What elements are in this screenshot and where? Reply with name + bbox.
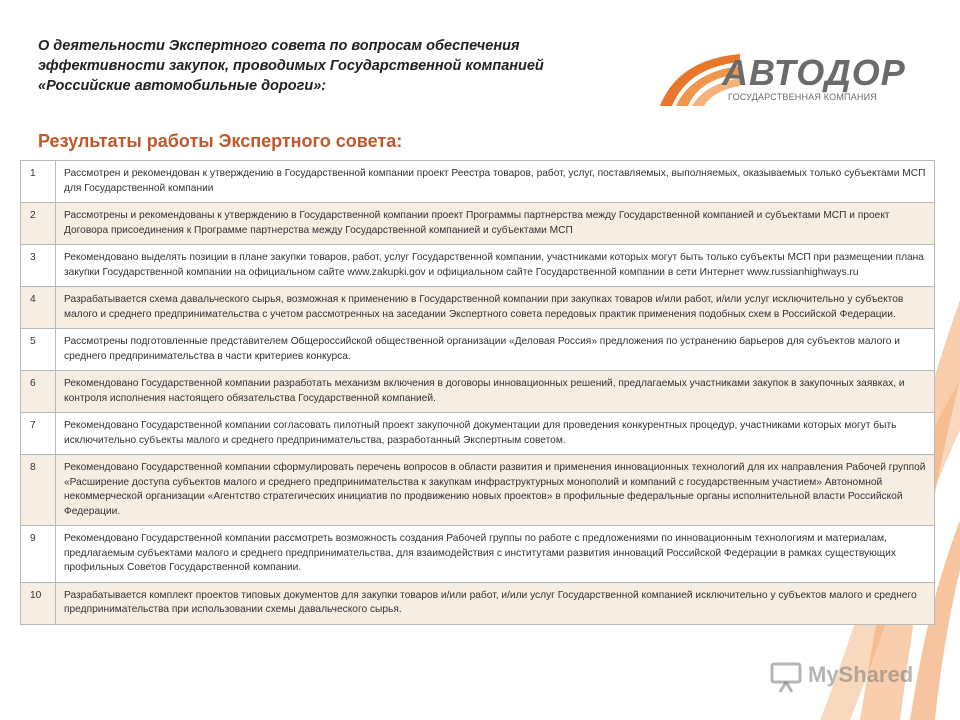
results-table-container — [20, 160, 935, 625]
table-row — [21, 526, 935, 583]
header-title-line-3: «Российские автомобильные дороги»: — [38, 78, 327, 94]
row-text: Рекомендовано Государственной компании рассмотреть возможность создания Рабочей группы по работе с предложениями по инновационным технологиям и материалам, предлагаемым субъектами малого и среднего предпринимательства, для взаимодействия с институтами развития инноваций Российской Федерации в рамках существующих профильных Советов Государственной компании. — [56, 526, 935, 583]
row-text: Разрабатывается комплект проектов типовых документов для закупки товаров и/или работ, и/или услуг Государственной компанией исключительно у субъектов малого и среднего предпринимательства при использовании схемы давальческого сырья. — [56, 582, 935, 624]
table-row — [21, 455, 935, 526]
table-row — [21, 371, 935, 413]
row-number: 2 — [21, 203, 56, 245]
row-number: 8 — [21, 455, 56, 526]
row-number: 4 — [21, 287, 56, 329]
row-number: 6 — [21, 371, 56, 413]
watermark-text: MyShared — [808, 662, 914, 687]
myshared-watermark — [768, 656, 938, 696]
header-title-line-1: О деятельности Экспертного совета по вопросам обеспечения — [38, 38, 520, 54]
row-text: Рассмотрены подготовленные представителем Общероссийской общественной организации «Деловая Россия» предложения по устранению барьеров для субъектов малого и среднего предпринимательства в части критериев конкурса. — [56, 329, 935, 371]
row-number: 3 — [21, 245, 56, 287]
logo-wordmark: АВТОДОР — [722, 52, 906, 93]
table-row — [21, 582, 935, 624]
row-text: Рассмотрены и рекомендованы к утверждению в Государственной компании проект Программы партнерства между Государственной компанией и субъектами МСП и проект Договора присоединения к Программе партнерства между Государственной компанией и субъектами МСП — [56, 203, 935, 245]
row-number: 9 — [21, 526, 56, 583]
row-number: 7 — [21, 413, 56, 455]
table-row — [21, 413, 935, 455]
row-number: 10 — [21, 582, 56, 624]
row-text: Рекомендовано Государственной компании согласовать пилотный проект закупочной документации для проведения конкурентных процедур, участниками которых могут быть исключительно субъекты малого и среднего предпринимательства, разработанный Экспертным советом. — [56, 413, 935, 455]
row-number: 5 — [21, 329, 56, 371]
row-text: Рекомендовано Государственной компании сформулировать перечень вопросов в области развития и применения инновационных технологий для их направления Рабочей группой «Расширение доступа субъектов малого и среднего предпринимательства к закупкам инфраструктурных монополий и компаний с государственным участием» Автономной некоммерческой организации «Агентство стратегических инициатив по продвижению новых проектов» в профильные федеральные органы исполнительной власти Российской Федерации. — [56, 455, 935, 526]
results-table-body — [21, 161, 935, 625]
table-row — [21, 329, 935, 371]
table-row — [21, 161, 935, 203]
table-row — [21, 245, 935, 287]
header-title-line-2: эффективности закупок, проводимых Государственной компанией — [38, 58, 544, 74]
section-title: Результаты работы Экспертного совета: — [38, 131, 403, 151]
logo-subtitle: ГОСУДАРСТВЕННАЯ КОМПАНИЯ — [728, 92, 877, 102]
row-text: Рассмотрен и рекомендован к утверждению в Государственной компании проект Реестра товаров, работ, услуг, поставляемых, выполняемых, оказываемых только субъектами МСП для Государственной компании — [56, 161, 935, 203]
results-table — [20, 160, 935, 625]
presentation-icon — [768, 658, 804, 694]
avtodor-logo — [652, 46, 942, 116]
row-text: Разрабатывается схема давальческого сырья, возможная к применению в Государственной компании при закупках товаров и/или работ, и/или услуг исключительно у субъектов малого и среднего предпринимательства с учетом рассмотренных на заседании Экспертного совета передовых практик применения подобных схем в Российской Федерации. — [56, 287, 935, 329]
row-text: Рекомендовано выделять позиции в плане закупки товаров, работ, услуг Государственной компании, участниками которых могут быть только субъекты МСП при размещении плана закупки Государственной компании на официальном сайте www.zakupki.gov и официальном сайте Государственной компании в сети Интернет www.russianhighways.ru — [56, 245, 935, 287]
header-title — [38, 36, 638, 96]
row-text: Рекомендовано Государственной компании разработать механизм включения в договоры инновационных решений, предлагаемых участниками закупок в закупочных заявках, и контроля исполнения настоящего обязательства Государственной компанией. — [56, 371, 935, 413]
table-row — [21, 287, 935, 329]
table-row — [21, 203, 935, 245]
row-number: 1 — [21, 161, 56, 203]
